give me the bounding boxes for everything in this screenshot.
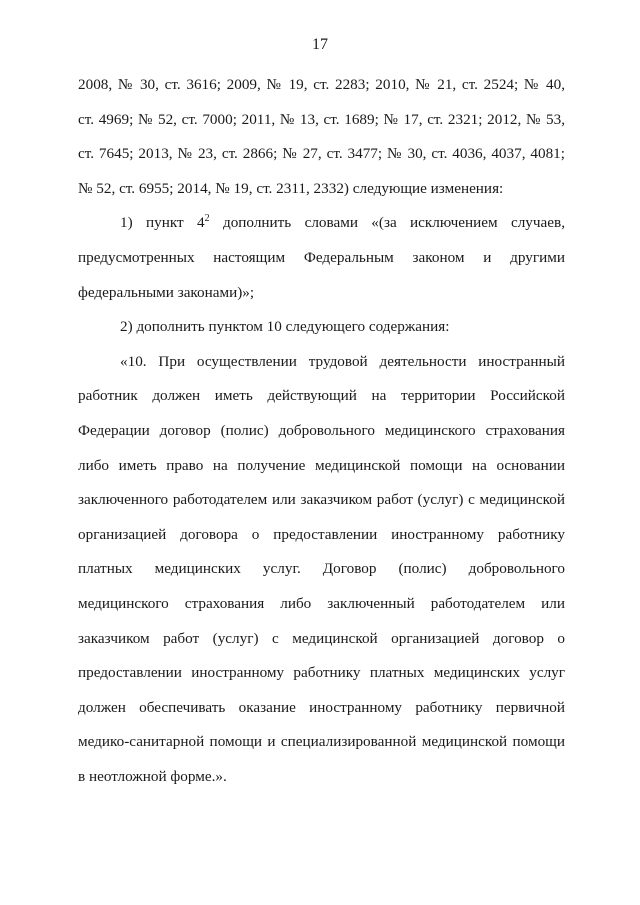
text-line: заключенного работодателем или заказчиком работ (услуг) с медицинской [78,491,565,509]
item-1-prefix: 1) пункт 4 [120,214,205,232]
text-line: № 52, ст. 6955; 2014, № 19, ст. 2311, 2332) следующие изменения: [78,179,504,197]
page-number: 17 [312,36,328,53]
text-line: федеральными законами)»; [78,283,255,301]
text-line-item-1 [78,206,565,241]
text-line: медицинского страхования либо заключенный работодателем или [78,594,565,612]
text-line: медико-санитарной помощи и специализированной медицинской помощи [78,733,565,751]
text-line: организацией договора о предоставлении иностранному работнику [78,525,565,543]
text-line: 2008, № 30, ст. 3616; 2009, № 19, ст. 2283; 2010, № 21, ст. 2524; № 40, [78,76,565,93]
text-line: ст. 4969; № 52, ст. 7000; 2011, № 13, ст. 1689; № 17, ст. 2321; 2012, № 53, [78,110,565,128]
text-line: работник должен иметь действующий на территории Российской [78,387,565,405]
text-line: заказчиком работ (услуг) с медицинской организацией договор о [78,629,565,647]
item-1-suffix: дополнить словами «(за исключением случаев, [209,214,565,232]
text-line-item-2: 2) дополнить пунктом 10 следующего содержания: [120,318,450,336]
item-1-superscript: 2 [204,213,210,225]
text-line-quote-end: в неотложной форме.». [78,767,227,785]
text-line: Федерации договор (полис) добровольного медицинского страхования [78,421,565,439]
text-line: предоставлении иностранному работнику платных медицинских услуг [78,664,565,682]
text-line: должен обеспечивать оказание иностранному работнику первичной [78,698,565,716]
document-body [78,68,565,794]
text-line-quote-start: «10. При осуществлении трудовой деятельности иностранный [120,352,565,370]
text-line: предусмотренных настоящим Федеральным законом и другими [78,248,565,266]
text-line: ст. 7645; 2013, № 23, ст. 2866; № 27, ст. 3477; № 30, ст. 4036, 4037, 4081; [78,145,565,163]
text-line: платных медицинских услуг. Договор (полис) добровольного [78,560,565,578]
text-line: либо иметь право на получение медицинской помощи на основании [78,456,565,474]
